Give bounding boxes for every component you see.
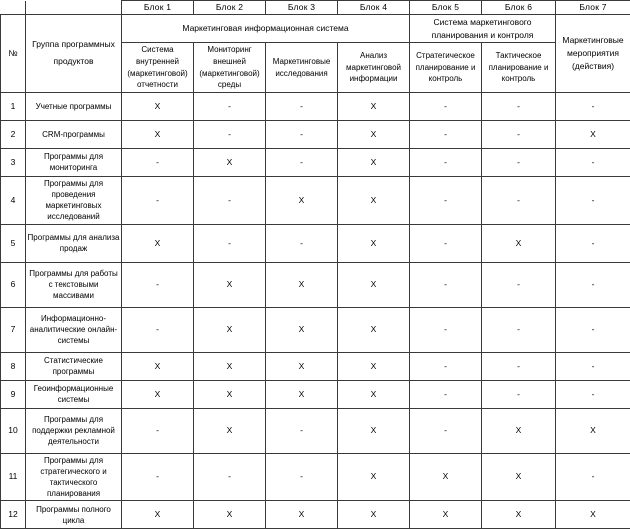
cell-mark-block-1: X	[122, 380, 194, 408]
cell-mark-block-6: X	[482, 408, 556, 453]
cell-mark-block-5: -	[410, 307, 482, 352]
cell-mark-block-7: -	[556, 224, 630, 262]
cell-mark-block-5: -	[410, 120, 482, 148]
row-product-group-name: Программы для стратегического и тактического планирования	[26, 453, 122, 501]
row-number: 2	[1, 120, 26, 148]
cell-mark-block-4: X	[338, 453, 410, 501]
cell-mark-block-6: -	[482, 380, 556, 408]
block-label-3: Блок 3	[266, 1, 338, 15]
table-row	[1, 501, 630, 529]
cell-mark-block-6: X	[482, 501, 556, 529]
table-body	[1, 92, 630, 529]
cell-mark-block-4: X	[338, 176, 410, 224]
cell-mark-block-7: -	[556, 148, 630, 176]
cell-mark-block-5: X	[410, 501, 482, 529]
cell-mark-block-5: -	[410, 352, 482, 380]
block-label-1: Блок 1	[122, 1, 194, 15]
cell-mark-block-4: X	[338, 307, 410, 352]
cell-mark-block-5: -	[410, 148, 482, 176]
cell-mark-block-1: X	[122, 352, 194, 380]
cell-mark-block-7: X	[556, 408, 630, 453]
corner-blank-cell	[1, 1, 26, 15]
cell-mark-block-6: X	[482, 224, 556, 262]
row-product-group-name: Программы для мониторинга	[26, 148, 122, 176]
cell-mark-block-3: -	[266, 224, 338, 262]
cell-mark-block-6: -	[482, 148, 556, 176]
cell-mark-block-1: -	[122, 176, 194, 224]
table-row	[1, 307, 630, 352]
block-label-7: Блок 7	[556, 1, 630, 15]
row-product-group-name: Информационно-аналитические онлайн-системы	[26, 307, 122, 352]
cell-mark-block-5: -	[410, 262, 482, 307]
sub-header-marketing-information-analysis: Анализ маркетинговой информации	[338, 43, 410, 92]
cell-mark-block-2: X	[194, 408, 266, 453]
cell-mark-block-7: X	[556, 120, 630, 148]
cell-mark-block-2: -	[194, 453, 266, 501]
block-label-4: Блок 4	[338, 1, 410, 15]
cell-mark-block-2: X	[194, 262, 266, 307]
cell-mark-block-4: X	[338, 352, 410, 380]
corner-blank-cell-2	[26, 1, 122, 15]
cell-mark-block-4: X	[338, 408, 410, 453]
table-row	[1, 120, 630, 148]
cell-mark-block-2: -	[194, 176, 266, 224]
cell-mark-block-5: -	[410, 176, 482, 224]
row-product-group-name: Программы для работы с текстовыми массивами	[26, 262, 122, 307]
row-number: 12	[1, 501, 26, 529]
cell-mark-block-1: -	[122, 148, 194, 176]
cell-mark-block-1: X	[122, 120, 194, 148]
row-number: 4	[1, 176, 26, 224]
table-row	[1, 224, 630, 262]
row-number: 9	[1, 380, 26, 408]
row-product-group-name: CRM-программы	[26, 120, 122, 148]
cell-mark-block-4: X	[338, 120, 410, 148]
cell-mark-block-1: X	[122, 92, 194, 120]
cell-mark-block-1: -	[122, 453, 194, 501]
cell-mark-block-3: -	[266, 453, 338, 501]
table-row	[1, 352, 630, 380]
cell-mark-block-4: X	[338, 262, 410, 307]
cell-mark-block-3: X	[266, 352, 338, 380]
group-span-marketing-information-system: Маркетинговая информационная система	[122, 14, 410, 43]
cell-mark-block-6: -	[482, 307, 556, 352]
header-row-group-spans	[1, 14, 630, 43]
cell-mark-block-5: -	[410, 380, 482, 408]
cell-mark-block-3: X	[266, 176, 338, 224]
row-number: 5	[1, 224, 26, 262]
cell-mark-block-6: -	[482, 352, 556, 380]
cell-mark-block-7: -	[556, 176, 630, 224]
row-number: 7	[1, 307, 26, 352]
cell-mark-block-2: -	[194, 120, 266, 148]
sub-header-external-environment-monitoring: Мониторинг внешней (маркетинговой) среды	[194, 43, 266, 92]
cell-mark-block-7: -	[556, 453, 630, 501]
sub-header-marketing-research: Маркетинговые исследования	[266, 43, 338, 92]
group-span-marketing-planning-control: Система маркетингового планирования и контроля	[410, 14, 556, 43]
cell-mark-block-1: X	[122, 501, 194, 529]
table-row	[1, 92, 630, 120]
column-header-number: №	[1, 14, 26, 92]
cell-mark-block-6: -	[482, 262, 556, 307]
table-row	[1, 176, 630, 224]
block-label-2: Блок 2	[194, 1, 266, 15]
cell-mark-block-6: -	[482, 92, 556, 120]
cell-mark-block-2: -	[194, 92, 266, 120]
cell-mark-block-3: -	[266, 148, 338, 176]
sub-header-internal-reporting-system: Система внутренней (маркетинговой) отчетности	[122, 43, 194, 92]
cell-mark-block-7: -	[556, 92, 630, 120]
cell-mark-block-1: X	[122, 224, 194, 262]
cell-mark-block-1: -	[122, 408, 194, 453]
cell-mark-block-3: X	[266, 380, 338, 408]
cell-mark-block-2: X	[194, 501, 266, 529]
cell-mark-block-4: X	[338, 380, 410, 408]
cell-mark-block-5: -	[410, 224, 482, 262]
row-product-group-name: Учетные программы	[26, 92, 122, 120]
cell-mark-block-5: -	[410, 408, 482, 453]
table-row	[1, 148, 630, 176]
row-number: 3	[1, 148, 26, 176]
cell-mark-block-2: X	[194, 380, 266, 408]
cell-mark-block-4: X	[338, 501, 410, 529]
table-row	[1, 380, 630, 408]
cell-mark-block-3: X	[266, 262, 338, 307]
block-label-6: Блок 6	[482, 1, 556, 15]
cell-mark-block-6: -	[482, 176, 556, 224]
row-product-group-name: Программы для проведения маркетинговых исследований	[26, 176, 122, 224]
cell-mark-block-7: -	[556, 352, 630, 380]
cell-mark-block-3: -	[266, 408, 338, 453]
table-row	[1, 453, 630, 501]
sub-header-tactical-planning-control: Тактическое планирование и контроль	[482, 43, 556, 92]
table-row	[1, 408, 630, 453]
row-product-group-name: Статистические программы	[26, 352, 122, 380]
row-number: 1	[1, 92, 26, 120]
cell-mark-block-5: -	[410, 92, 482, 120]
cell-mark-block-2: X	[194, 352, 266, 380]
cell-mark-block-7: -	[556, 262, 630, 307]
cell-mark-block-2: X	[194, 148, 266, 176]
row-number: 6	[1, 262, 26, 307]
row-number: 11	[1, 453, 26, 501]
cell-mark-block-1: -	[122, 262, 194, 307]
cell-mark-block-3: X	[266, 307, 338, 352]
column-header-product-group: Группа программных продуктов	[26, 14, 122, 92]
cell-mark-block-3: X	[266, 501, 338, 529]
cell-mark-block-3: -	[266, 120, 338, 148]
row-product-group-name: Программы для анализа продаж	[26, 224, 122, 262]
cell-mark-block-7: -	[556, 307, 630, 352]
row-product-group-name: Программы полного цикла	[26, 501, 122, 529]
group-span-marketing-actions: Маркетинговые мероприятия (действия)	[556, 14, 630, 92]
cell-mark-block-3: -	[266, 92, 338, 120]
cell-mark-block-5: X	[410, 453, 482, 501]
table-header	[1, 1, 630, 93]
cell-mark-block-4: X	[338, 92, 410, 120]
sub-header-strategic-planning-control: Стратегическое планирование и контроль	[410, 43, 482, 92]
cell-mark-block-7: -	[556, 380, 630, 408]
row-product-group-name: Программы для поддержки рекламной деятельности	[26, 408, 122, 453]
header-row-block-labels	[1, 1, 630, 15]
row-number: 10	[1, 408, 26, 453]
cell-mark-block-6: X	[482, 453, 556, 501]
cell-mark-block-2: -	[194, 224, 266, 262]
row-number: 8	[1, 352, 26, 380]
row-product-group-name: Геоинформационные системы	[26, 380, 122, 408]
cell-mark-block-2: X	[194, 307, 266, 352]
cell-mark-block-6: -	[482, 120, 556, 148]
cell-mark-block-7: X	[556, 501, 630, 529]
cell-mark-block-4: X	[338, 224, 410, 262]
block-label-5: Блок 5	[410, 1, 482, 15]
cell-mark-block-4: X	[338, 148, 410, 176]
cell-mark-block-1: -	[122, 307, 194, 352]
table-row	[1, 262, 630, 307]
